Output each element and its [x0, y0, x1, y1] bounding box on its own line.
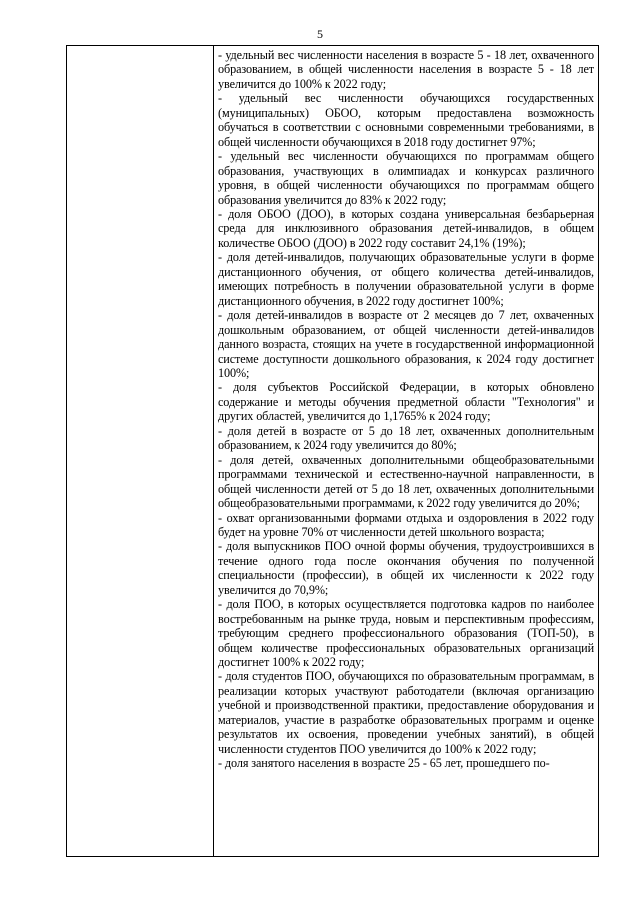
indicator-item: - доля детей, охваченных дополнительными общеобразовательными программами технической и естественно-научной направленности, в общей численности детей от 5 до 18 лет, охваченных дополнительными общеобразовательными программами, к 2022 году увеличится до 20%;	[218, 452, 594, 511]
indicator-item: - доля студентов ПОО, обучающихся по образовательным программам, в реализации которых участвуют работодатели (включая организацию учебной и производственной практики, предоставление оборудования и материалов, участие в разработке образовательных программ и оценке результатов их освоения, проведении учебных занятий), в общей численности студентов ПОО увеличится до 100% к 2022 году;	[218, 669, 594, 756]
indicator-item: - доля выпускников ПОО очной формы обучения, трудоустроившихся в течение одного года после окончания обучения по полученной специальности (профессии), в общей их численности к 2022 году увеличится до 70,9%;	[218, 539, 594, 597]
indicator-item: - охват организованными формами отдыха и оздоровления в 2022 году будет на уровне 70% от численности детей школьного возраста;	[218, 510, 594, 539]
table-right-cell	[214, 46, 598, 856]
indicator-item: - доля занятого населения в возрасте 25 - 65 лет, прошедшего по-	[218, 756, 550, 771]
document-table	[66, 45, 599, 857]
indicator-item: - доля детей-инвалидов, получающих образовательные услуги в форме дистанционного обучения, от общего количества детей-инвалидов, имеющих потребность в получении образовательной услуги в форме дистанционного обучения, в 2022 году достигнет 100%;	[218, 250, 594, 308]
page-number: 5	[317, 27, 323, 41]
indicator-item: - удельный вес численности обучающихся по программам общего образования, участвующих в олимпиадах и конкурсах различного уровня, в общей численности обучающихся по программам общего образования увеличится до 83% к 2022 году;	[218, 149, 594, 207]
indicator-item: - доля ПОО, в которых осуществляется подготовка кадров по наиболее востребованным на рынке труда, новым и перспективным профессиям, требующим среднего профессионального образования (ТОП-50), в общем количестве профессиональных образовательных организаций достигнет 100% к 2022 году;	[218, 597, 594, 670]
table-left-cell	[67, 46, 214, 856]
indicator-item: - удельный вес численности обучающихся государственных (муниципальных) ОБОО, которым предоставлена возможность обучаться в соответствии с основными современными требованиями, в общей численности обучающихся в 2018 году достигнет 97%;	[218, 91, 594, 149]
indicator-item: - доля детей в возрасте от 5 до 18 лет, охваченных дополнительным образованием, к 2024 году увеличится до 80%;	[218, 423, 594, 453]
indicator-item: - доля ОБОО (ДОО), в которых создана универсальная безбарьерная среда для инклюзивного образования детей-инвалидов, в общем количестве ОБОО (ДОО) в 2022 году составит 24,1% (19%);	[218, 206, 594, 250]
indicator-item: - удельный вес численности населения в возрасте 5 - 18 лет, охваченного образованием, в общей численности населения в возрасте 5 - 18 лет увеличится до 100% к 2022 году;	[218, 48, 594, 91]
indicator-item: - доля детей-инвалидов в возрасте от 2 месяцев до 7 лет, охваченных дошкольным образованием, от общей численности детей-инвалидов данного возраста, стоящих на учете в государственной информационной системе доступности дошкольного образования, к 2024 году достигнет 100%;	[218, 308, 594, 380]
indicator-item: - доля субъектов Российской Федерации, в которых обновлено содержание и методы обучения предметной области "Технология" и других областей, увеличится до 1,1765% к 2024 году;	[218, 380, 594, 424]
